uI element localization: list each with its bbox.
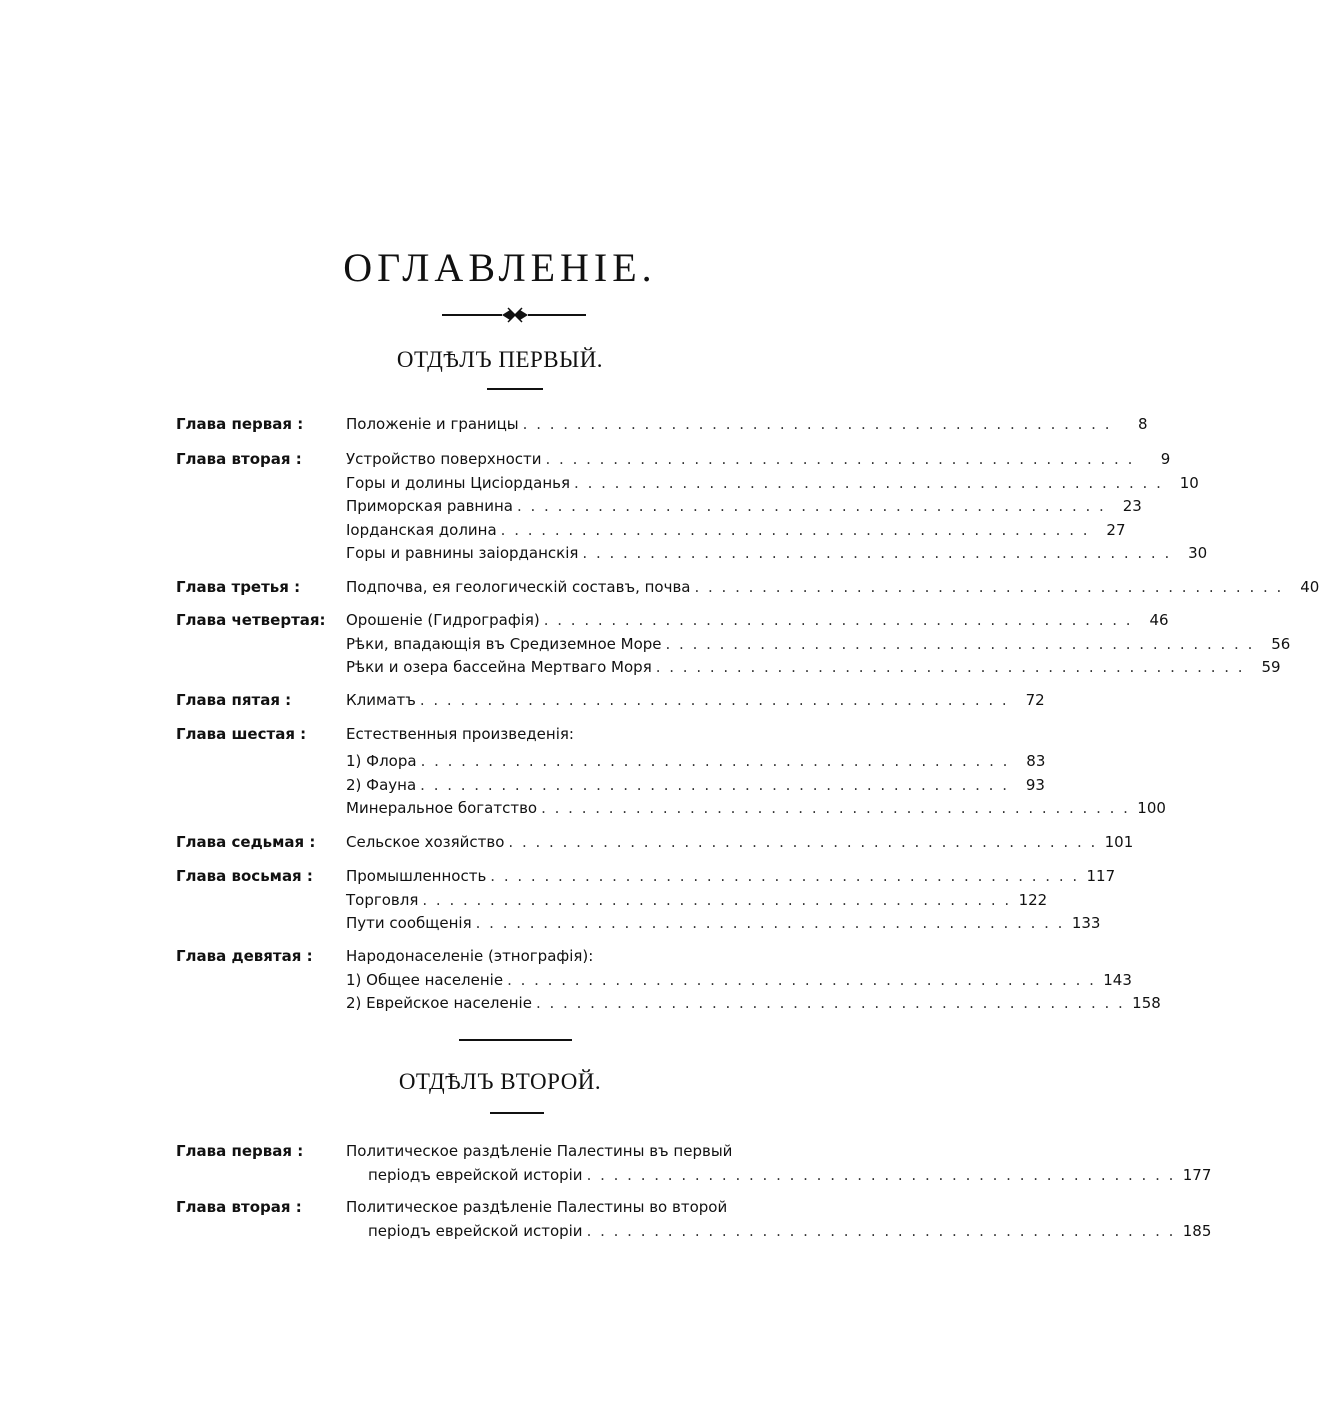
toc-entry[interactable] <box>346 1164 1212 1188</box>
toc-entry-heading[interactable] <box>346 723 866 750</box>
entry-title: періодъ еврейской исторіи <box>368 1221 583 1240</box>
page-number: 133 <box>1071 914 1101 932</box>
entry-title: Подпочва, ея геологическій составъ, почва <box>346 578 691 596</box>
dot-leader: . . . . . . . . . . . . . . . . . . . . . . . . . . . . . . . . . . . . . . . . . . . . <box>490 867 1080 885</box>
toc-entry-line[interactable] <box>346 1196 866 1220</box>
toc-entry[interactable] <box>346 472 1199 496</box>
dot-leader: . . . . . . . . . . . . . . . . . . . . . . . . . . . . . . . . . . . . . . . . . . . . <box>655 658 1245 676</box>
toc-entry[interactable] <box>346 992 1161 1016</box>
entry-title: Горы и равнины заіорданскія <box>346 544 579 562</box>
page-number: 177 <box>1182 1165 1212 1184</box>
dot-leader: . . . . . . . . . . . . . . . . . . . . . . . . . . . . . . . . . . . . . . . . . . . . <box>500 520 1090 539</box>
toc-entry[interactable] <box>346 865 1116 889</box>
entry-title: Орошеніе (Гидрографія) <box>346 611 540 629</box>
entry-title: Естественныя произведенія: <box>346 725 574 743</box>
toc-entry[interactable] <box>346 576 1319 600</box>
entry-title: Положеніе и границы <box>346 415 519 433</box>
entry-title: Минеральное богатство <box>346 799 538 817</box>
entry-title: Народонаселеніе (этнографія): <box>346 947 594 965</box>
toc-entry[interactable] <box>346 519 1126 543</box>
entry-title: Сельское хозяйство <box>346 833 505 851</box>
entry-title: 2) Еврейское населеніе <box>346 994 532 1012</box>
section-divider <box>487 388 543 390</box>
entry-title: Политическое раздѣленіе Палестины въ первый <box>346 1142 733 1160</box>
dot-leader: . . . . . . . . . . . . . . . . . . . . . . . . . . . . . . . . . . . . . . . . . . . . <box>582 544 1172 562</box>
toc-entry[interactable] <box>346 750 1046 774</box>
chapter-label: Глава вторая : <box>176 450 302 468</box>
dot-leader: . . . . . . . . . . . . . . . . . . . . . . . . . . . . . . . . . . . . . . . . . . . . <box>694 578 1284 596</box>
toc-entry-line[interactable] <box>346 1140 866 1164</box>
dot-leader: . . . . . . . . . . . . . . . . . . . . . . . . . . . . . . . . . . . . . . . . . . . . <box>420 752 1010 770</box>
chapter-label: Глава первая : <box>176 415 304 433</box>
page-number: 23 <box>1122 497 1142 515</box>
dot-leader: . . . . . . . . . . . . . . . . . . . . . . . . . . . . . . . . . . . . . . . . . . . . <box>545 450 1135 468</box>
dot-leader: . . . . . . . . . . . . . . . . . . . . . . . . . . . . . . . . . . . . . . . . . . . . <box>522 415 1112 433</box>
page-number: 30 <box>1188 544 1208 562</box>
entry-title: Торговля <box>346 890 419 909</box>
page-number: 72 <box>1025 691 1045 709</box>
toc-entry[interactable] <box>346 831 1134 855</box>
section-divider <box>459 1039 572 1041</box>
chapter-label: Глава седьмая : <box>176 833 316 851</box>
dot-leader: . . . . . . . . . . . . . . . . . . . . . . . . . . . . . . . . . . . . . . . . . . . . <box>422 890 1012 909</box>
entry-title: Пути сообщенія <box>346 914 472 932</box>
chapter-label: Глава пятая : <box>176 691 292 709</box>
page-number: 8 <box>1137 415 1148 433</box>
page-title: ОГЛАВЛЕНІЕ. <box>343 245 657 290</box>
toc-entry[interactable] <box>346 609 1169 633</box>
chapter-label: Глава шестая : <box>176 725 307 743</box>
chapter-label: Глава третья : <box>176 578 301 596</box>
toc-entry[interactable] <box>346 797 1166 821</box>
entry-title: Климатъ <box>346 691 416 709</box>
page-number: 9 <box>1160 450 1171 468</box>
chapter-label: Глава первая : <box>176 1142 304 1160</box>
toc-entry[interactable] <box>346 912 1101 936</box>
entry-title: Рѣки и озера бассейна Мертваго Моря <box>346 658 652 676</box>
dot-leader: . . . . . . . . . . . . . . . . . . . . . . . . . . . . . . . . . . . . . . . . . . . . <box>586 1165 1176 1184</box>
page-number: 93 <box>1025 775 1045 794</box>
chapter-label: Глава вторая : <box>176 1198 302 1216</box>
dot-leader: . . . . . . . . . . . . . . . . . . . . . . . . . . . . . . . . . . . . . . . . . . . . <box>419 691 1009 709</box>
toc-entry[interactable] <box>346 1220 1212 1244</box>
entry-title: Устройство поверхности <box>346 450 542 468</box>
dot-leader: . . . . . . . . . . . . . . . . . . . . . . . . . . . . . . . . . . . . . . . . . . . . <box>516 497 1106 515</box>
entry-title: Іорданская долина <box>346 520 497 539</box>
entry-title: періодъ еврейской исторіи <box>368 1165 583 1184</box>
dot-leader: . . . . . . . . . . . . . . . . . . . . . . . . . . . . . . . . . . . . . . . . . . . . <box>541 799 1130 817</box>
entry-title: Рѣки, впадающія въ Средиземное Море <box>346 634 662 653</box>
dot-leader: . . . . . . . . . . . . . . . . . . . . . . . . . . . . . . . . . . . . . . . . . . . . <box>574 473 1163 492</box>
dot-leader: . . . . . . . . . . . . . . . . . . . . . . . . . . . . . . . . . . . . . . . . . . . . <box>507 970 1096 989</box>
page-number: 185 <box>1182 1221 1212 1240</box>
page-number: 122 <box>1018 890 1048 909</box>
toc-entry[interactable] <box>346 689 1045 713</box>
page-number: 46 <box>1149 611 1169 629</box>
toc-entry[interactable] <box>346 969 1132 993</box>
toc-entry[interactable] <box>346 633 1291 657</box>
page-number: 143 <box>1103 970 1132 989</box>
entry-title: 1) Общее населеніе <box>346 970 504 989</box>
entry-title: Политическое раздѣленіе Палестины во второй <box>346 1198 728 1216</box>
entry-title: Промышленность <box>346 867 487 885</box>
entry-title: 1) Флора <box>346 752 417 770</box>
page-number: 158 <box>1132 994 1161 1012</box>
page-number: 27 <box>1106 520 1126 539</box>
section-divider <box>490 1112 544 1114</box>
chapter-label: Глава четвертая: <box>176 611 326 629</box>
page-number: 101 <box>1104 833 1134 851</box>
toc-entry[interactable] <box>346 448 1171 472</box>
toc-entry[interactable] <box>346 889 1048 913</box>
section-title-second: ОТДѢЛЪ ВТОРОЙ. <box>398 1069 602 1094</box>
dot-leader: . . . . . . . . . . . . . . . . . . . . . . . . . . . . . . . . . . . . . . . . . . . . <box>508 833 1098 851</box>
page-number: 56 <box>1271 634 1291 653</box>
decorative-rule-icon <box>440 305 590 325</box>
chapter-label: Глава девятая : <box>176 947 313 965</box>
toc-entry[interactable] <box>346 656 1281 680</box>
page-number: 10 <box>1179 473 1199 492</box>
chapter-label: Глава восьмая : <box>176 867 313 885</box>
dot-leader: . . . . . . . . . . . . . . . . . . . . . . . . . . . . . . . . . . . . . . . . . . . . <box>475 914 1065 932</box>
dot-leader: . . . . . . . . . . . . . . . . . . . . . . . . . . . . . . . . . . . . . . . . . . . . <box>535 994 1125 1012</box>
entry-title: 2) Фауна <box>346 775 417 794</box>
dot-leader: . . . . . . . . . . . . . . . . . . . . . . . . . . . . . . . . . . . . . . . . . . . . <box>543 611 1133 629</box>
toc-entry[interactable] <box>346 774 1045 798</box>
entry-title: Приморская равнина <box>346 497 513 515</box>
dot-leader: . . . . . . . . . . . . . . . . . . . . . . . . . . . . . . . . . . . . . . . . . . . . <box>420 775 1009 794</box>
entry-title: Горы и долины Цисіорданья <box>346 473 571 492</box>
toc-entry[interactable] <box>346 542 1208 566</box>
page-number: 59 <box>1261 658 1281 676</box>
dot-leader: . . . . . . . . . . . . . . . . . . . . . . . . . . . . . . . . . . . . . . . . . . . . <box>586 1221 1176 1240</box>
dot-leader: . . . . . . . . . . . . . . . . . . . . . . . . . . . . . . . . . . . . . . . . . . . . <box>665 634 1255 653</box>
toc-entry[interactable] <box>346 413 1148 437</box>
section-title-first: ОТДѢЛЪ ПЕРВЫЙ. <box>396 347 604 372</box>
page-number: 117 <box>1086 867 1116 885</box>
toc-entry-heading[interactable] <box>346 945 866 969</box>
page-number: 100 <box>1137 799 1166 817</box>
toc-entry[interactable] <box>346 495 1142 519</box>
page-number: 40 <box>1300 578 1319 596</box>
page-number: 83 <box>1026 752 1046 770</box>
